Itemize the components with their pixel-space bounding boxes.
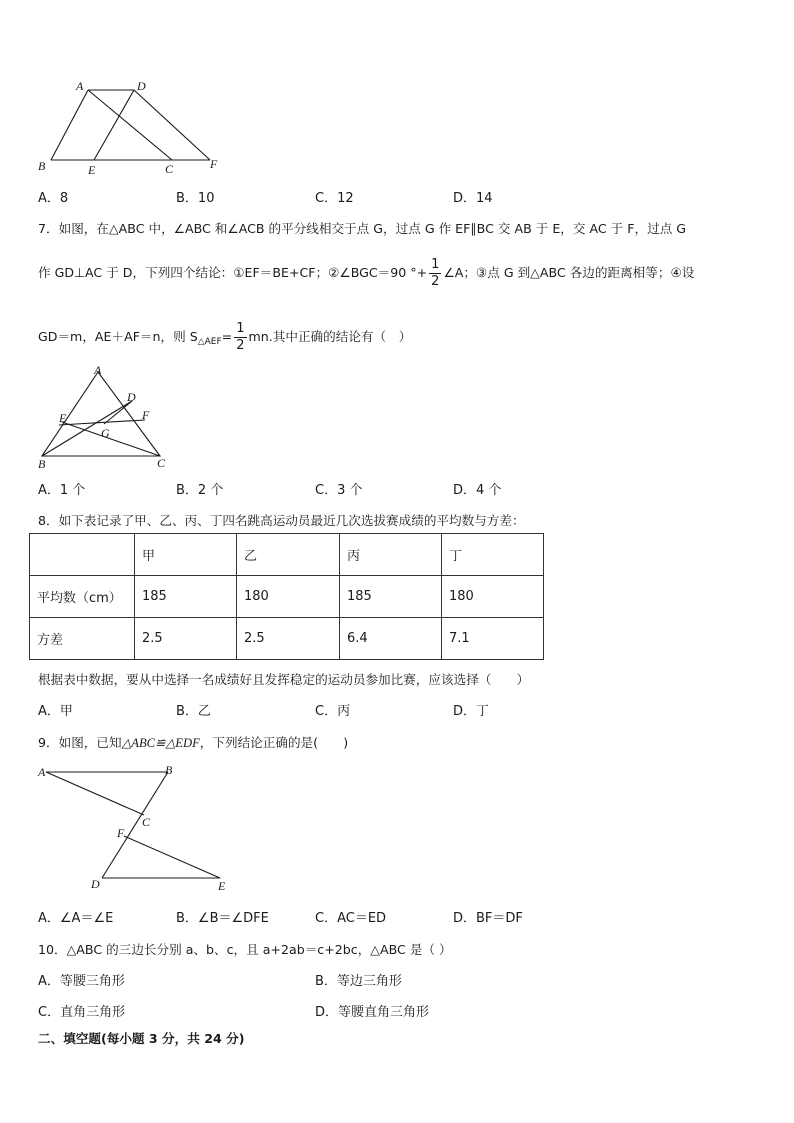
q6-label-D: D [137,79,146,93]
table-cell [30,534,135,576]
q9-option-c: C．AC＝ED [315,911,387,926]
table-cell: 180 [442,576,544,618]
q10-stem: 10．△ABC 的三边长分别 a、b、c，且 a+2ab＝c+2bc，△ABC 是（ ） [38,942,452,957]
table-cell: 6.4 [340,618,442,660]
q9-option-d: D．BF＝DF [453,911,523,926]
q9-stem-end: ，下列结论正确的是( ) [199,735,349,750]
q7-equals: = [221,329,233,344]
q7-line3 [38,320,411,359]
q9-stem-math: △ABC≌△EDF [121,736,200,750]
table-cell: 180 [237,576,340,618]
table-row [30,576,544,618]
q6-label-B: B [38,159,46,173]
table-cell: 方差 [30,618,135,660]
q7-fraction-half: $\frac{1}{2}$ [431,257,440,289]
q6-option-a: A．8 [38,191,69,206]
q7-option-d: D．4 个 [453,483,502,498]
q7-line2-start: 作 GD⊥AC 于 D，下列四个结论：①EF＝BE+CF；②∠BGC＝90 °+ [38,265,428,280]
table-cell: 185 [135,576,237,618]
q6-option-b: B．10 [176,191,215,206]
q10-option-d: D．等腰直角三角形 [315,1005,430,1020]
q8-option-c: C．丙 [315,704,351,719]
q7-label-F: F [142,408,150,422]
q8-stem: 8．如下表记录了甲、乙、丙、丁四名跳高运动员最近几次选拔赛成绩的平均数与方差： [38,513,525,528]
q7-area-subscript: △AEF [197,337,222,347]
q7-figure [34,364,184,474]
table-cell: 7.1 [442,618,544,660]
q9-label-B: B [165,763,173,777]
q6-label-A: A [76,79,84,93]
table-header-jia: 甲 [135,534,237,576]
table-header-yi: 乙 [237,534,340,576]
q8-option-d: D．丁 [453,704,490,719]
q8-option-a: A．甲 [38,704,73,719]
q8-option-b: B．乙 [176,704,211,719]
section-heading: 二、填空题(每小题 3 分，共 24 分) [38,1031,245,1046]
table-header-row [30,534,544,576]
q10-option-b: B．等边三角形 [315,974,402,989]
q7-line2-end: ∠A；③点 G 到△ABC 各边的距离相等；④设 [443,265,695,280]
q7-option-c: C．3 个 [315,483,363,498]
q7-label-C: C [157,456,166,470]
q7-line3-start: GD＝m，AE＋AF＝n，则 S [38,329,198,344]
q7-label-G: G [101,426,110,440]
q9-label-D: D [91,877,100,891]
table-cell: 平均数（cm） [30,576,135,618]
q9-option-b: B．∠B＝∠DFE [176,911,269,926]
q8-question: 根据表中数据，要从中选择一名成绩好且发挥稳定的运动员参加比赛，应该选择（ ） [38,672,530,687]
q8-table [29,533,544,660]
q6-option-c: C．12 [315,191,354,206]
q6-label-E: E [88,163,96,177]
q7-label-A: A [94,364,102,377]
q7-line1: 7．如图，在△ABC 中，∠ABC 和∠ACB 的平分线相交于点 G，过点 G 作 EF∥BC 交 AB 于 E，交 AC 于 F，过点 G [38,221,687,236]
table-row [30,618,544,660]
table-cell: 2.5 [135,618,237,660]
q7-fraction-half-2: $\frac{1}{2}$ [236,321,245,353]
table-cell: 2.5 [237,618,340,660]
q9-label-C: C [142,815,151,829]
table-cell: 185 [340,576,442,618]
q9-stem [38,732,348,751]
q6-option-d: D．14 [453,191,493,206]
q7-line3-end: mn.其中正确的结论有（ ） [248,329,412,344]
q7-label-E: E [59,411,67,425]
q6-figure [34,78,234,178]
q10-option-a: A．等腰三角形 [38,974,125,989]
table-header-bing: 丙 [340,534,442,576]
q9-label-E: E [218,879,226,893]
table-header-ding: 丁 [442,534,544,576]
q9-label-A: A [38,765,46,779]
q9-figure [34,760,234,895]
q7-label-D: D [127,390,136,404]
q9-option-a: A．∠A＝∠E [38,911,114,926]
q6-label-C: C [165,162,174,176]
q7-line2 [38,256,694,290]
q9-stem-start: 9．如图，已知 [38,735,122,750]
q9-label-F: F [117,826,125,840]
q6-label-F: F [210,157,218,171]
q10-option-c: C．直角三角形 [38,1005,126,1020]
q7-option-b: B．2 个 [176,483,224,498]
q7-option-a: A．1 个 [38,483,86,498]
q7-label-B: B [38,457,46,471]
